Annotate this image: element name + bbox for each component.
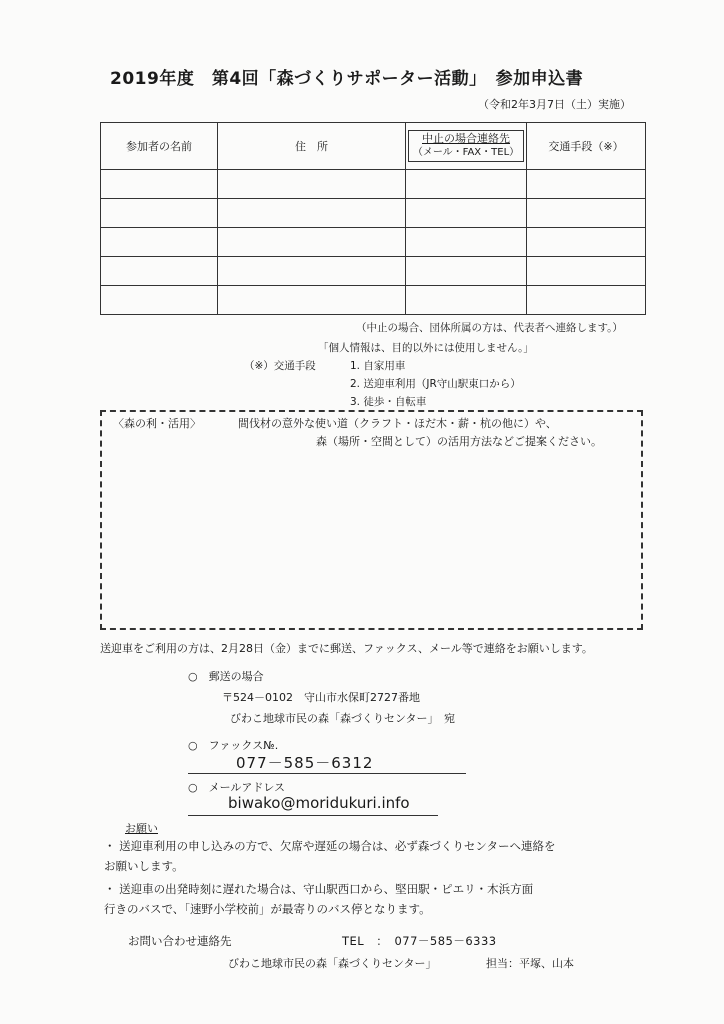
transport-option-shuttle: 2. 送迎車利用（JR守山駅東口から） [350, 378, 521, 390]
name-cell[interactable] [101, 286, 218, 315]
forest-label: 〈森の利・活用〉 [113, 417, 201, 430]
header-transport: 交通手段（※） [527, 123, 646, 170]
request-item-1: ・ 送迎車利用の申し込みの方で、欠席や遅延の場合は、必ず森づくりセンターへ連絡を [104, 839, 556, 853]
email-address[interactable]: biwako@moridukuri.info [228, 794, 410, 812]
cancel-contact-box [408, 130, 524, 162]
address-cell[interactable] [218, 257, 406, 286]
transport-option-walk: 3. 徒歩・自転車 [350, 396, 427, 408]
transport-cell[interactable] [527, 170, 646, 199]
contact-cell[interactable] [406, 199, 527, 228]
name-cell[interactable] [101, 228, 218, 257]
transport-option-car: 1. 自家用車 [350, 360, 406, 372]
request-item-1-cont: お願いします。 [104, 859, 184, 873]
table-row [101, 228, 646, 257]
email-heading: ○ メールアドレス [188, 781, 286, 794]
postal-address: 〒524－0102 守山市水保町2727番地 [222, 691, 420, 704]
postal-recipient: びわこ地球市民の森「森づくりセンター」 宛 [230, 712, 456, 725]
header-name: 参加者の名前 [101, 123, 218, 170]
name-cell[interactable] [101, 257, 218, 286]
transport-cell[interactable] [527, 257, 646, 286]
privacy-note: 「個人情報は、目的以外には使用しません。」 [318, 342, 534, 354]
inquiry-tel: TEL ： 077－585－6333 [342, 934, 497, 948]
transport-cell[interactable] [527, 199, 646, 228]
address-cell[interactable] [218, 228, 406, 257]
inquiry-org: びわこ地球市民の森「森づくりセンター」 [228, 957, 437, 970]
shuttle-deadline-notice: 送迎車をご利用の方は、2月28日（金）までに郵送、ファックス、メール等で連絡をお願いします。 [100, 642, 593, 655]
fax-heading: ○ ファックス№. [188, 739, 279, 752]
event-date: （令和2年3月7日（土）実施） [478, 98, 631, 111]
header-cancel-contact-label: 中止の場合連絡先 [422, 132, 510, 145]
requests-heading: お願い [125, 822, 158, 835]
cancel-note: （中止の場合、団体所属の方は、代表者へ連絡します。） [356, 322, 623, 334]
address-cell[interactable] [218, 286, 406, 315]
table-row [101, 170, 646, 199]
contact-cell[interactable] [406, 286, 527, 315]
contact-cell[interactable] [406, 228, 527, 257]
contact-cell[interactable] [406, 170, 527, 199]
inquiry-staff: 担当：平塚、山本 [486, 957, 574, 970]
table-row [101, 199, 646, 228]
request-item-2: ・ 送迎車の出発時刻に遅れた場合は、守山駅西口から、堅田駅・ピエリ・木浜方面 [104, 882, 534, 896]
fax-number: 077－585－6312 [236, 754, 374, 772]
forest-prompt-line1: 間伐材の意外な使い道（クラフト・ほだ木・薪・杭の他に）や、 [238, 417, 557, 430]
contact-cell[interactable] [406, 257, 527, 286]
forest-prompt-line2: 森（場所・空間として）の活用方法などご提案ください。 [316, 435, 602, 448]
header-address: 住 所 [218, 123, 406, 170]
header-cancel-contact [406, 123, 527, 170]
transport-cell[interactable] [527, 286, 646, 315]
table-row [101, 257, 646, 286]
transport-label: （※）交通手段 [244, 360, 316, 372]
fax-underline [188, 773, 466, 774]
mail-heading: ○ 郵送の場合 [188, 670, 264, 683]
header-cancel-contact-sub: （メール・FAX・TEL） [412, 147, 520, 158]
table-header-row [101, 123, 646, 170]
table-row [101, 286, 646, 315]
application-table [100, 122, 646, 315]
address-cell[interactable] [218, 199, 406, 228]
email-underline [188, 815, 438, 816]
request-item-2-cont: 行きのバスで、「速野小学校前」が最寄りのバス停となります。 [104, 902, 431, 916]
inquiry-heading: お問い合わせ連絡先 [128, 934, 232, 948]
address-cell[interactable] [218, 170, 406, 199]
name-cell[interactable] [101, 170, 218, 199]
transport-cell[interactable] [527, 228, 646, 257]
name-cell[interactable] [101, 199, 218, 228]
page-title: 2019年度 第4回「森づくりサポーター活動」 参加申込書 [110, 69, 584, 89]
